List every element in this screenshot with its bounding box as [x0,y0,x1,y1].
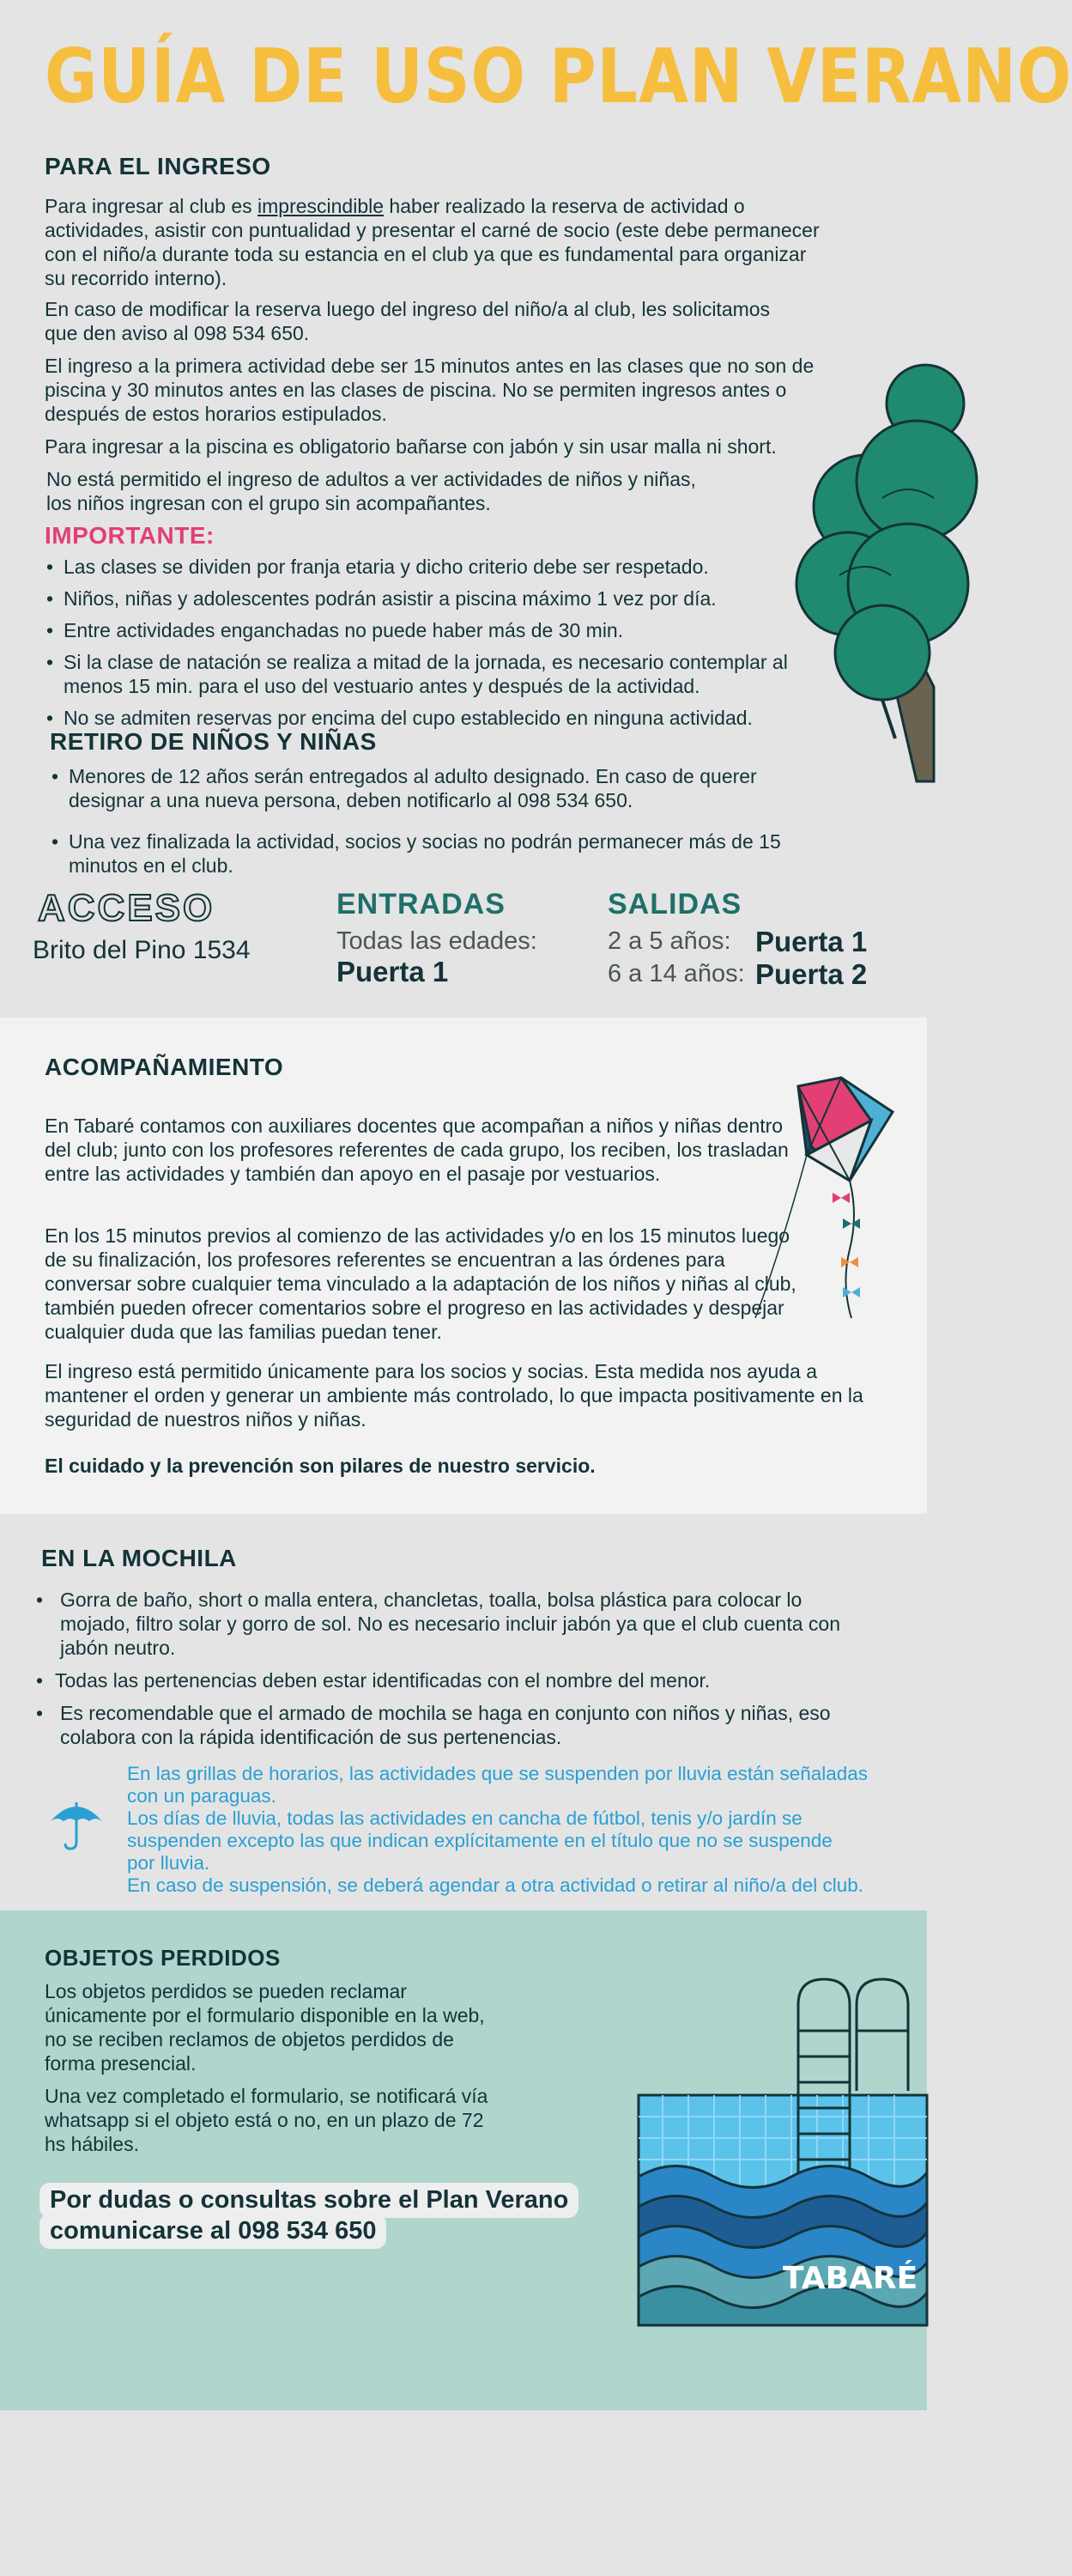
acompanamiento-paragraph-3: El ingreso está permitido únicamente para los socios y socias. Esta medida nos ayuda a mantener el orden y generar un ambiente más controlado, lo que impacta positivamente en la seguridad de nuestros niños y niñas. [45,1360,863,1431]
retiro-list [50,764,805,885]
umbrella-icon [48,1797,105,1854]
salidas-title: SALIDAS [608,888,742,920]
list-item: • Entre actividades enganchadas no puede haber más de 30 min. [45,618,834,642]
ingreso-paragraph-5: No está permitido el ingreso de adultos a ver actividades de niños y niñas, los niños ingresan con el grupo sin acompañantes. [46,468,696,514]
list-item: • Todas las pertenencias deben estar identificadas con el nombre del menor. [34,1668,875,1692]
list-item: • Si la clase de natación se realiza a mitad de la jornada, es necesario contemplar al menos 15 min. para el uso del vestuario antes y después de la actividad. [45,650,834,698]
acompanamiento-paragraph-1: En Tabaré contamos con auxiliares docentes que acompañan a niños y niñas dentro del club; junto con los profesores referentes de cada grupo, los reciben, los trasladan entre las actividades y también dan apoyo en el pasaje por vestuarios. [45,1115,789,1185]
entradas-value: Puerta 1 [336,956,449,987]
objetos-section [0,1911,927,2410]
list-item: • Niños, niñas y adolescentes podrán asistir a piscina máximo 1 vez por día. [45,586,834,611]
retiro-heading: RETIRO DE NIÑOS Y NIÑAS [50,728,377,755]
ingreso-paragraph-1: Para ingresar al club es imprescindible haber realizado la reserva de actividad o actividades, asistir con puntualidad y presentar el carné de socio (este debe permanecer con el niño/a durante toda su estancia en el club ya que es fundamental para organizar su recorrido interno). [45,195,820,289]
list-item: • Gorra de baño, short o malla entera, chancletas, toalla, bolsa plástica para colocar lo mojado, filtro solar y gorro de sol. No es necesario incluir jabón ya que el club cuenta con jabón neutro. [34,1588,875,1660]
mochila-section [0,1514,927,1911]
salidas-label-1: 2 a 5 años: [608,927,731,955]
ingreso-heading: PARA EL INGRESO [45,153,271,179]
contact-line-1: Por dudas o consultas sobre el Plan Verano [39,2183,578,2218]
contact-line-2: comunicarse al 098 534 650 [39,2214,386,2249]
kite-illustration [755,1078,901,1378]
salidas-label-2: 6 a 14 años: [608,960,745,987]
acompanamiento-heading: ACOMPAÑAMIENTO [45,1054,284,1080]
acompanamiento-paragraph-2: En los 15 minutos previos al comienzo de las actividades y/o en los 15 minutos luego de su finalización, los profesores referentes se encuentran a las órdenes para conversar sobre cualquier tema vinculado a la adaptación de los niños y niñas al club, también pueden ofrecer comentarios sobre el progreso en las actividades y despejar cualquier duda que las familias puedan tener. [45,1224,796,1343]
entradas-label: Todas las edades: [336,927,537,955]
footer-blank [0,2410,927,2576]
list-item: • Una vez finalizada la actividad, socios y socias no podrán permanecer más de 15 minutos en el club. [50,829,788,878]
tabare-logo: TABARÉ [783,2261,918,2296]
list-item: • No se admiten reservas por encima del cupo establecido en ninguna actividad. [45,706,834,730]
acceso-title: ACCESO [38,887,215,929]
entradas-title: ENTRADAS [336,888,506,920]
mochila-list [34,1588,875,1757]
ingreso-paragraph-3: El ingreso a la primera actividad debe ser 15 minutos antes en las clases que no son de piscina y 30 minutos antes en las clases de piscina. No se permiten ingresos antes o después de estos horarios estipulados. [45,355,815,425]
acceso-address: Brito del Pino 1534 [33,936,251,964]
importante-label: IMPORTANTE: [45,522,215,549]
objetos-paragraph-2: Una vez completado el formulario, se notificará vía whatsapp si el objeto está o no, en un plazo de 72 hs hábiles. [45,2085,488,2155]
salidas-value-1: Puerta 1 [755,926,868,957]
objetos-heading: OBJETOS PERDIDOS [45,1945,281,1971]
list-item: • Menores de 12 años serán entregados al adulto designado. En caso de querer designar a una nueva persona, deben notificarlo al 098 534 650. [50,764,805,812]
importante-list [45,555,834,738]
list-item: • Las clases se dividen por franja etaria y dicho criterio debe ser respetado. [45,555,834,579]
objetos-paragraph-1: Los objetos perdidos se pueden reclamar únicamente por el formulario disponible en la web, no se reciben reclamos de objetos perdidos de forma presencial. [45,1980,485,2075]
salidas-value-2: Puerta 2 [755,958,868,990]
pool-illustration [637,1979,927,2340]
ingreso-paragraph-2: En caso de modificar la reserva luego del ingreso del niño/a al club, les solicitamos que den aviso al 098 534 650. [45,298,771,344]
list-item: • Es recomendable que el armado de mochila se haga en conjunto con niños y niñas, eso colabora con la rápida identificación de sus pertenencias. [34,1701,875,1749]
ingreso-section [0,0,1072,1018]
rain-notice: En las grillas de horarios, las actividades que se suspenden por lluvia están señaladas con un paraguas. Los días de lluvia, todas las actividades en cancha de fútbol, tenis y/o jardín se suspenden excepto las que indican explícitamente en el título que no se suspende por lluvia. En caso de suspensión, se deberá agendar a otra actividad o retirar al niño/a del club. [127,1763,869,1896]
ingreso-paragraph-4: Para ingresar a la piscina es obligatorio bañarse con jabón y sin usar malla ni short. [45,435,777,458]
page-title: GUÍA DE USO PLAN VERANO [45,33,1072,120]
acompanamiento-closing: El cuidado y la prevención son pilares de nuestro servicio. [45,1455,596,1477]
mochila-heading: EN LA MOCHILA [41,1545,237,1571]
acompanamiento-section [0,1018,927,1514]
